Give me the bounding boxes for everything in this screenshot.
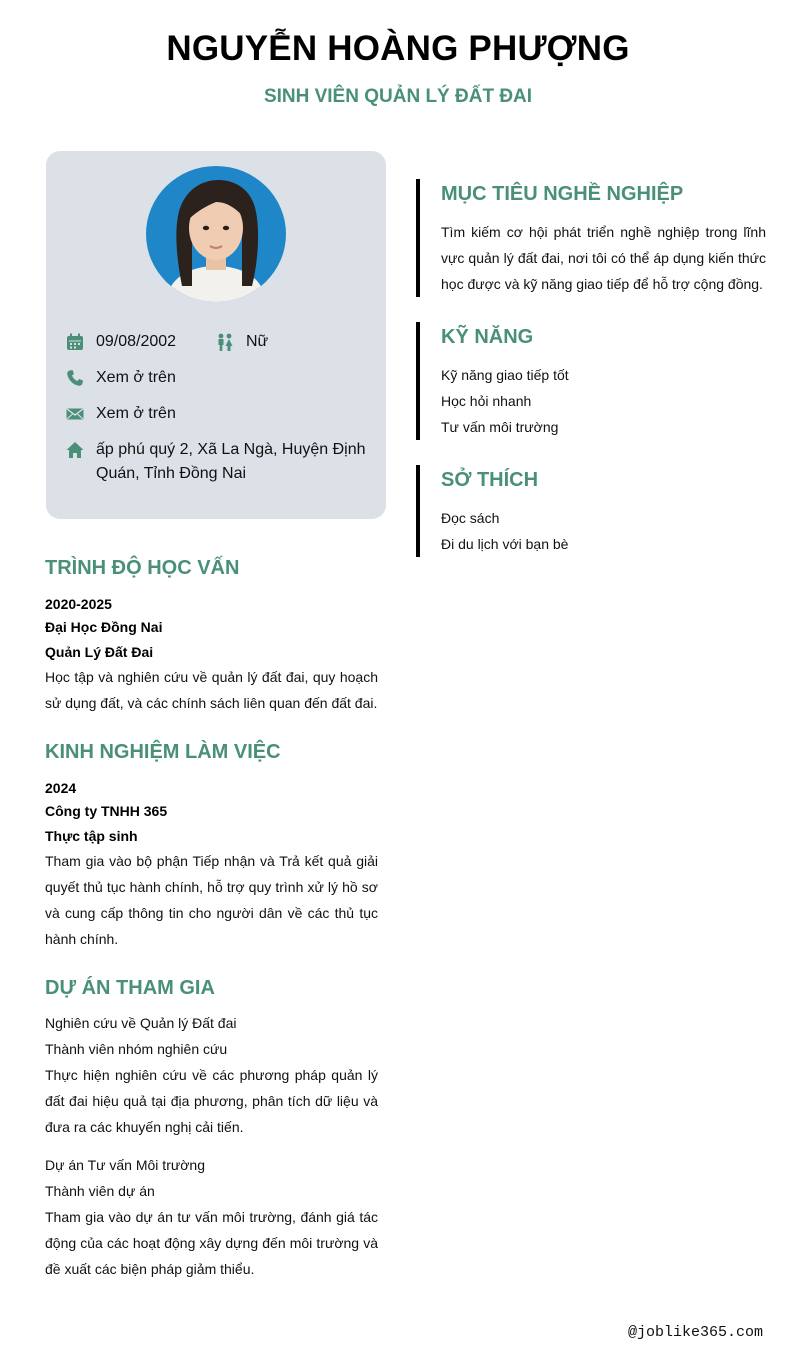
skill-item: Tư vấn môi trường <box>441 419 559 435</box>
project-name: Nghiên cứu về Quản lý Đất đai <box>45 1015 237 1031</box>
gender-icon <box>216 333 234 351</box>
home-icon <box>66 441 84 459</box>
email-value: Xem ở trên <box>96 405 176 422</box>
education-title: TRÌNH ĐỘ HỌC VẤN <box>45 557 240 579</box>
profile-card <box>46 151 386 519</box>
education-section <box>45 556 378 716</box>
project-name: Dự án Tư vấn Môi trường <box>45 1157 205 1173</box>
footer-watermark: @joblike365.com <box>627 1324 763 1341</box>
calendar-icon <box>66 333 84 351</box>
project-item <box>45 1153 378 1282</box>
project-description: Thực hiện nghiên cứu về các phương pháp quản lý đất đai hiệu quả tại địa phương, phân tích dữ liệu và đưa ra các khuyến nghị cải tiến. <box>45 1067 378 1135</box>
mail-icon <box>66 405 84 423</box>
skill-item: Học hỏi nhanh <box>441 393 532 409</box>
phone-row <box>66 366 366 390</box>
candidate-role: SINH VIÊN QUẢN LÝ ĐẤT ĐAI <box>263 86 533 107</box>
experience-description: Tham gia vào bộ phận Tiếp nhận và Trả kết quả giải quyết thủ tục hành chính, hỗ trợ quy trình xử lý hồ sơ và cung cấp thông tin cho người dân về các thủ tục hành chính. <box>45 853 378 947</box>
projects-section <box>45 976 378 1282</box>
skills-title: KỸ NĂNG <box>441 326 534 348</box>
phone-value: Xem ở trên <box>96 369 176 386</box>
project-description: Tham gia vào dự án tư vấn môi trường, đánh giá tác động của các hoạt động xây dựng đến môi trường và đề xuất các biện pháp giảm thiểu. <box>45 1209 378 1277</box>
hobbies-section <box>416 465 766 557</box>
birthdate-value: 09/08/2002 <box>96 333 177 350</box>
hobby-item: Đi du lịch với bạn bè <box>441 536 569 552</box>
project-item <box>45 1011 378 1140</box>
experience-title: KINH NGHIỆM LÀM VIỆC <box>45 741 281 763</box>
resume-header <box>0 28 796 109</box>
skills-section <box>416 322 766 440</box>
education-major: Quản Lý Đất Đai <box>45 644 154 660</box>
experience-section <box>45 740 378 952</box>
address-value: ấp phú quý 2, Xã La Ngà, Huyện Định Quán, Tỉnh Đồng Nai <box>96 441 366 482</box>
experience-company: Công ty TNHH 365 <box>45 803 168 819</box>
hobby-item: Đọc sách <box>441 510 500 526</box>
hobbies-title: SỞ THÍCH <box>441 469 539 491</box>
avatar <box>146 166 286 302</box>
objective-text: Tìm kiếm cơ hội phát triển nghề nghiệp trong lĩnh vực quản lý đất đai, nơi tôi có thể áp dụng kiến thức học được và kỹ năng giao tiếp để hỗ trợ cộng đồng. <box>441 224 766 292</box>
projects-title: DỰ ÁN THAM GIA <box>45 977 215 999</box>
address-row <box>66 438 366 486</box>
phone-icon <box>66 369 84 387</box>
education-school: Đại Học Đồng Nai <box>45 619 163 635</box>
gender-value: Nữ <box>246 333 269 350</box>
education-description: Học tập và nghiên cứu về quản lý đất đai, quy hoạch sử dụng đất, và các chính sách liên quan đến đất đai. <box>45 669 378 711</box>
birthdate-row <box>66 330 268 354</box>
project-role: Thành viên nhóm nghiên cứu <box>45 1040 228 1057</box>
project-role: Thành viên dự án <box>45 1182 155 1199</box>
skill-item: Kỹ năng giao tiếp tốt <box>441 367 569 383</box>
education-period: 2020-2025 <box>45 596 112 612</box>
objective-section <box>416 179 766 297</box>
experience-year: 2024 <box>45 780 77 796</box>
candidate-name: NGUYỄN HOÀNG PHƯỢNG <box>166 29 630 68</box>
objective-title: MỤC TIÊU NGHỀ NGHIỆP <box>441 183 684 205</box>
experience-position: Thực tập sinh <box>45 828 138 844</box>
email-row <box>66 402 366 426</box>
